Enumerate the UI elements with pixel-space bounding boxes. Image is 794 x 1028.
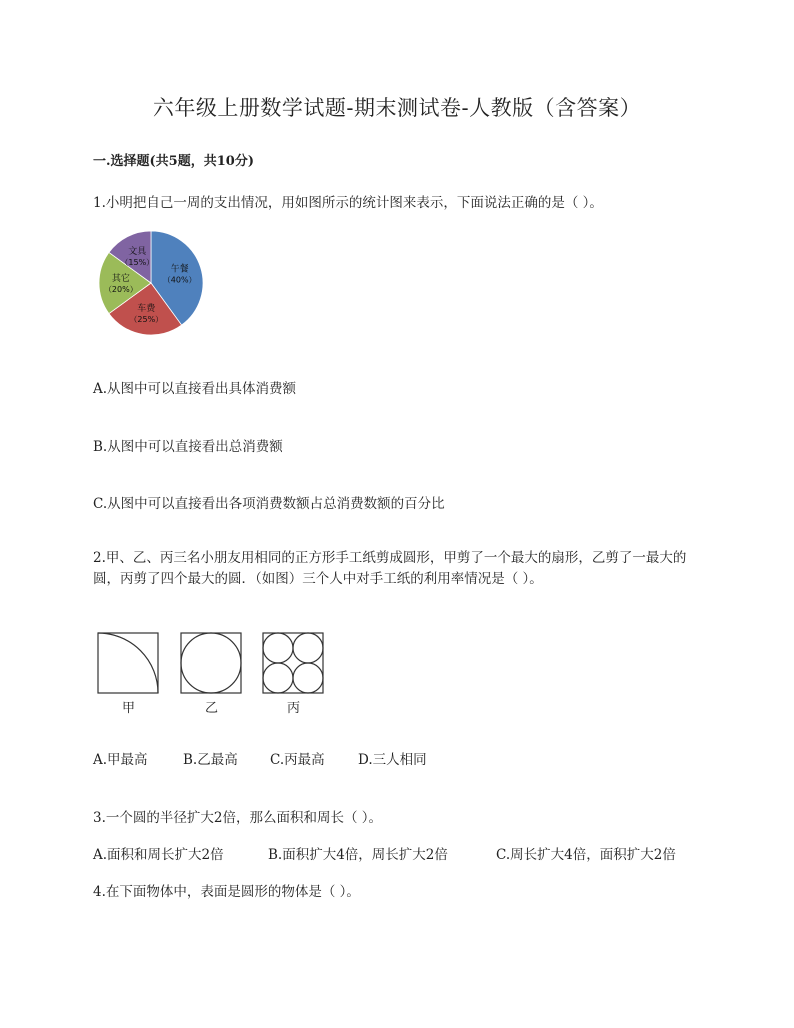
small-circle-3	[263, 663, 293, 693]
question-2-stem: 2.甲、乙、丙三名小朋友用相同的正方形手工纸剪成圆形，甲剪了一个最大的扇形，乙剪了一最大的圆，丙剪了四个最大的圆．（如图）三个人中对手工纸的利用率情况是（ ）。	[93, 550, 687, 587]
question-1-stem: 1.小明把自己一周的支出情况，用如图所示的统计图来表示，下面说法正确的是（ ）。	[93, 195, 603, 211]
question-3-option-b[interactable]: B.面积扩大4倍，周长扩大2倍	[268, 847, 448, 863]
quarter-circle-arc	[98, 633, 158, 693]
question-2-option-c[interactable]: C.丙最高	[270, 752, 325, 768]
question-1-option-c[interactable]: C.从图中可以直接看出各项消费数额占总消费数额的百分比	[93, 496, 445, 512]
pie-label-name-0: 午餐	[170, 264, 189, 275]
question-4-stem: 4.在下面物体中，表面是圆形的物体是（ ）。	[93, 884, 360, 900]
pie-label-name-2: 其它	[111, 274, 130, 284]
pie-label-percent-0: （40%）	[162, 275, 197, 285]
square-bing	[263, 633, 323, 693]
question-3-options	[93, 843, 676, 863]
large-circle	[181, 633, 241, 693]
question-2-option-d[interactable]: D.三人相同	[358, 752, 427, 768]
pie-label-name-1: 车费	[137, 303, 156, 314]
figure-label-bing: 丙	[287, 701, 301, 716]
small-circle-1	[263, 633, 293, 663]
figure-yi	[180, 632, 242, 694]
small-circle-4	[293, 663, 323, 693]
question-1-option-a[interactable]: A.从图中可以直接看出具体消费额	[93, 381, 297, 397]
small-circle-2	[293, 633, 323, 663]
pie-label-name-3: 文具	[128, 247, 147, 258]
question-2-option-a[interactable]: A.甲最高	[93, 752, 148, 768]
question-3-stem: 3.一个圆的半径扩大2倍，那么面积和周长（ ）。	[93, 810, 383, 826]
section-heading: 一.选择题(共5题，共10分)	[93, 154, 254, 169]
figure-label-yi: 乙	[205, 701, 219, 716]
pie-label-percent-2: （20%）	[103, 285, 138, 294]
question-2-option-b[interactable]: B.乙最高	[183, 752, 238, 768]
question-1-option-b[interactable]: B.从图中可以直接看出总消费额	[93, 439, 283, 455]
question-3-option-c[interactable]: C.周长扩大4倍，面积扩大2倍	[496, 847, 676, 863]
figure-bing	[262, 632, 324, 694]
pie-chart	[96, 228, 206, 338]
question-3-option-a[interactable]: A.面积和周长扩大2倍	[93, 847, 224, 863]
pie-label-percent-3: （15%）	[120, 258, 155, 268]
square-jia	[98, 633, 158, 693]
pie-label-percent-1: （25%）	[129, 314, 164, 324]
question-2-options	[93, 748, 427, 768]
figure-jia	[97, 632, 159, 694]
figure-label-jia: 甲	[122, 701, 136, 716]
page-title: 六年级上册数学试题-期末测试卷-人教版（含答案）	[152, 96, 642, 120]
